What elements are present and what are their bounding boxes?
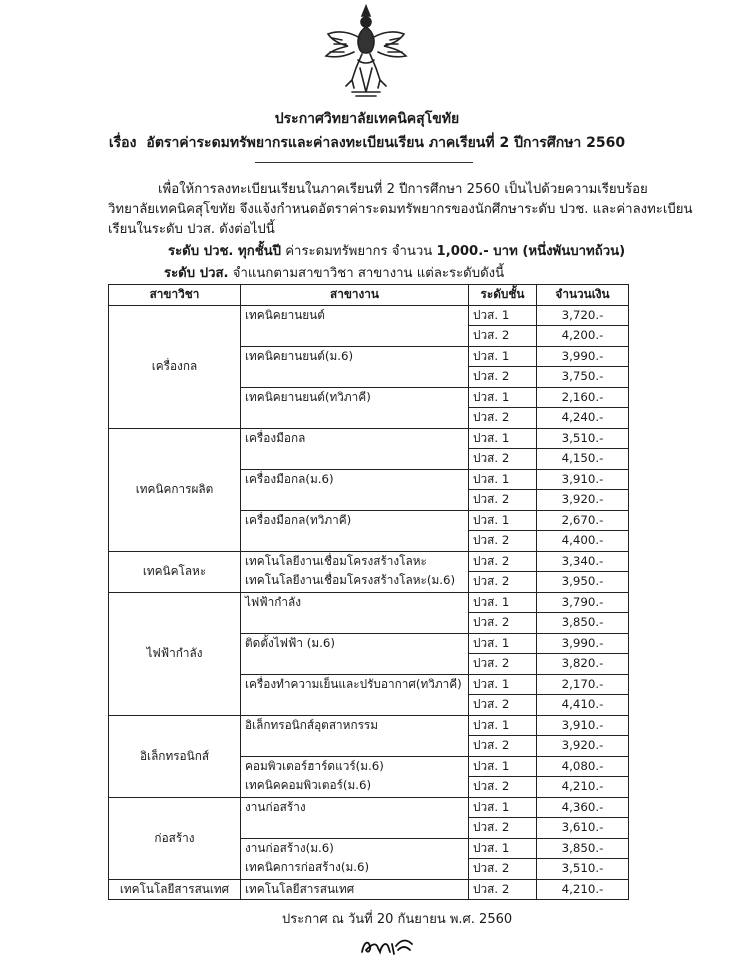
level-cell: ปวส. 2 [469,879,537,900]
amount-cell: 4,210.- [537,879,629,900]
program-cell [241,797,469,838]
level-vocational [168,240,625,261]
program-cell [241,469,469,510]
table-row [109,879,629,900]
level-cell: ปวส. 1 [469,797,537,818]
table-row [109,797,629,818]
program-name: เทคนิคคอมพิวเตอร์(ม.6) [245,777,372,792]
program-name: ติดตั้งไฟฟ้า (ม.6) [245,635,335,650]
program-name: เทคนิคยานยนต์(ทวิภาคี) [245,389,371,404]
program-name: เครื่องมือกล(ม.6) [245,471,334,486]
program-name: อิเล็กทรอนิกส์อุตสาหกรรม [245,717,379,732]
document-title: ประกาศวิทยาลัยเทคนิคสุโขทัย [274,111,460,127]
program-cell [241,756,469,797]
level-cell: ปวส. 1 [469,469,537,490]
level-cell: ปวส. 2 [469,777,537,798]
table-row [109,715,629,736]
level-cell: ปวส. 2 [469,367,537,388]
amount-cell: 3,950.- [537,572,629,593]
level-high-vocational-text: จำแนกตามสาขาวิชา สาขางาน แต่ละระดับดังนี้ [228,266,505,281]
header-field: สาขาวิชา [109,285,241,306]
level-cell: ปวส. 1 [469,633,537,654]
program-name: เครื่องทำความเย็นและปรับอากาศ(ทวิภาคี) [245,676,462,691]
table-row [109,551,629,572]
amount-cell: 4,080.- [537,756,629,777]
level-vocational-amount: 1,000.- บาท (หนึ่งพันบาทถ้วน) [436,244,626,259]
level-cell: ปวส. 2 [469,551,537,572]
program-name: งานก่อสร้าง(ม.6) [245,840,334,855]
amount-cell: 4,200.- [537,326,629,347]
amount-cell: 3,720.- [537,305,629,326]
amount-cell: 3,990.- [537,346,629,367]
amount-cell: 4,360.- [537,797,629,818]
level-high-vocational [164,262,504,283]
amount-cell: 3,790.- [537,592,629,613]
level-high-vocational-label: ระดับ ปวส. [164,266,229,281]
level-cell: ปวส. 1 [469,510,537,531]
program-cell [241,633,469,674]
program-cell [241,428,469,469]
level-cell: ปวส. 1 [469,428,537,449]
garuda-emblem-icon [322,2,410,100]
level-cell: ปวส. 2 [469,736,537,757]
level-cell: ปวส. 1 [469,592,537,613]
amount-cell: 4,240.- [537,408,629,429]
field-cell: อิเล็กทรอนิกส์ [109,715,241,797]
amount-cell: 2,160.- [537,387,629,408]
amount-cell: 3,850.- [537,838,629,859]
body-line-1: เพื่อให้การลงทะเบียนเรียนในภาคเรียนที่ 2 ปีการศึกษา 2560 เป็นไปด้วยความเรียบร้อย [158,182,648,197]
amount-cell: 3,910.- [537,715,629,736]
amount-cell: 3,340.- [537,551,629,572]
title-separator [255,162,473,163]
program-cell [241,838,469,879]
level-cell: ปวส. 2 [469,572,537,593]
amount-cell: 3,990.- [537,633,629,654]
program-cell [241,510,469,551]
level-cell: ปวส. 1 [469,715,537,736]
level-vocational-label: ระดับ ปวช. ทุกชั้นปี [168,244,282,259]
amount-cell: 4,400.- [537,531,629,552]
program-cell [241,715,469,756]
signature-icon [358,934,416,958]
level-cell: ปวส. 1 [469,305,537,326]
level-cell: ปวส. 2 [469,695,537,716]
level-cell: ปวส. 2 [469,859,537,880]
amount-cell: 4,410.- [537,695,629,716]
announcement-date: ประกาศ ณ วันที่ 20 กันยายน พ.ศ. 2560 [282,912,513,927]
level-cell: ปวส. 2 [469,449,537,470]
level-cell: ปวส. 1 [469,756,537,777]
level-cell: ปวส. 2 [469,326,537,347]
amount-cell: 3,750.- [537,367,629,388]
program-cell [241,305,469,346]
amount-cell: 3,510.- [537,428,629,449]
subject-text: อัตราค่าระดมทรัพยากรและค่าลงทะเบียนเรียน ภาคเรียนที่ 2 ปีการศึกษา 2560 [146,135,626,151]
level-cell: ปวส. 1 [469,838,537,859]
program-name: เทคนิคการก่อสร้าง(ม.6) [245,859,370,874]
field-cell: เครื่องกล [109,305,241,428]
amount-cell: 4,210.- [537,777,629,798]
level-cell: ปวส. 2 [469,613,537,634]
field-cell: เทคนิคโลหะ [109,551,241,592]
amount-cell: 3,820.- [537,654,629,675]
level-cell: ปวส. 2 [469,408,537,429]
level-cell: ปวส. 2 [469,490,537,511]
fee-table [108,284,629,900]
level-vocational-text: ค่าระดมทรัพยากร จำนวน [281,244,437,259]
program-name: ไฟฟ้ากำลัง [245,594,302,609]
field-cell: ก่อสร้าง [109,797,241,879]
level-cell: ปวส. 1 [469,387,537,408]
program-name: เทคโนโลยีงานเชื่อมโครงสร้างโลหะ [245,553,427,568]
program-name: เทคนิคยานยนต์ [245,307,325,322]
program-name: คอมพิวเตอร์ฮาร์ดแวร์(ม.6) [245,758,384,773]
program-cell [241,346,469,387]
field-cell: เทคนิคการผลิต [109,428,241,551]
level-cell: ปวส. 2 [469,818,537,839]
program-cell [241,879,469,900]
amount-cell: 2,170.- [537,674,629,695]
level-cell: ปวส. 2 [469,531,537,552]
program-name: เทคโนโลยีงานเชื่อมโครงสร้างโลหะ(ม.6) [245,572,456,587]
subject-label: เรื่อง [108,135,137,151]
amount-cell: 3,920.- [537,736,629,757]
document-subject [0,132,734,154]
header-program: สาขางาน [241,285,469,306]
program-name: เครื่องมือกล [245,430,306,445]
field-cell: ไฟฟ้ากำลัง [109,592,241,715]
amount-cell: 3,610.- [537,818,629,839]
header-amount: จำนวนเงิน [537,285,629,306]
level-cell: ปวส. 1 [469,346,537,367]
table-row [109,305,629,326]
body-line-2: วิทยาลัยเทคนิคสุโขทัย จึงแจ้งกำหนดอัตราค่าระดมทรัพยากรของนักศึกษาระดับ ปวช. และค่าลงทะเบียน [108,202,693,217]
level-cell: ปวส. 2 [469,654,537,675]
amount-cell: 2,670.- [537,510,629,531]
field-cell: เทคโนโลยีสารสนเทศ [109,879,241,900]
program-cell [241,551,469,592]
amount-cell: 4,150.- [537,449,629,470]
amount-cell: 3,910.- [537,469,629,490]
table-row [109,428,629,449]
program-cell [241,592,469,633]
table-row [109,592,629,613]
program-name: เทคโนโลยีสารสนเทศ [245,881,355,896]
body-line-3: เรียนในระดับ ปวส. ดังต่อไปนี้ [108,222,275,237]
amount-cell: 3,510.- [537,859,629,880]
amount-cell: 3,850.- [537,613,629,634]
program-cell [241,387,469,428]
level-cell: ปวส. 1 [469,674,537,695]
header-level: ระดับชั้น [469,285,537,306]
program-cell [241,674,469,715]
program-name: เครื่องมือกล(ทวิภาคี) [245,512,352,527]
program-name: งานก่อสร้าง [245,799,306,814]
table-header-row [109,285,629,306]
amount-cell: 3,920.- [537,490,629,511]
program-name: เทคนิคยานยนต์(ม.6) [245,348,354,363]
